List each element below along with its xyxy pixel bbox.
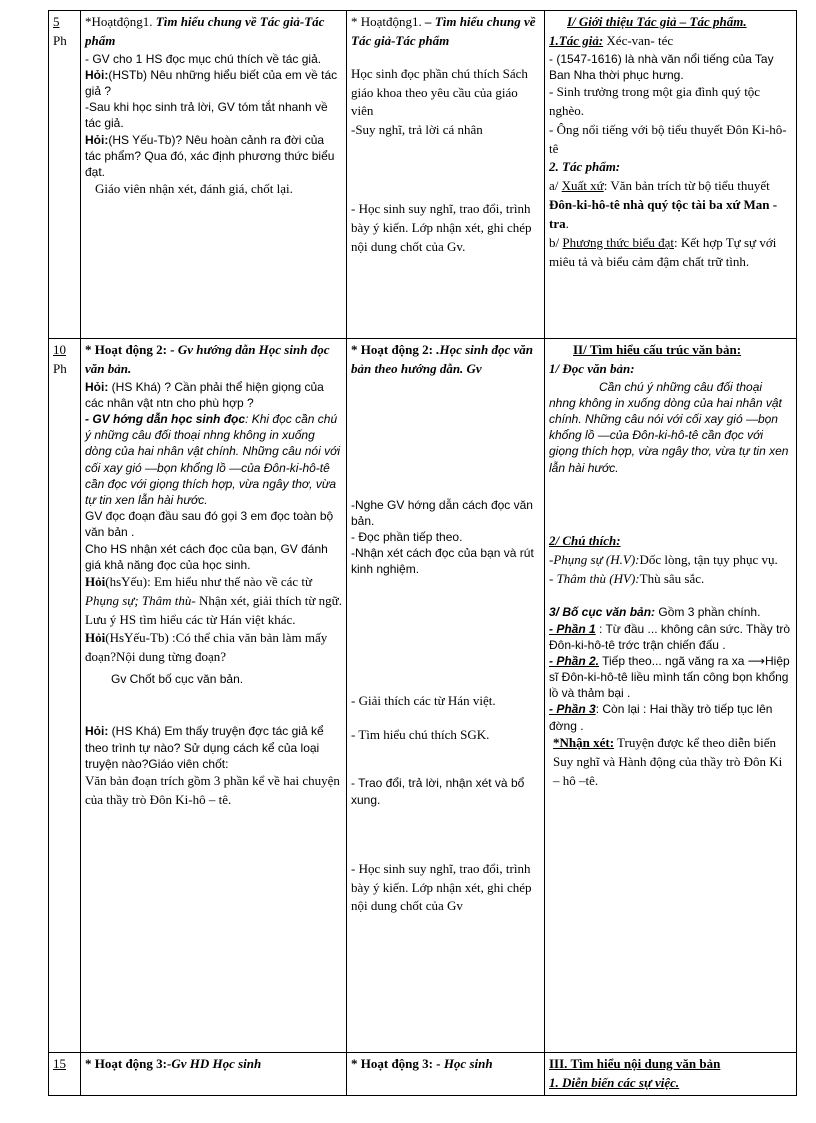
sub-heading: 1/ Đọc văn bản: <box>549 360 635 376</box>
content-cell <box>545 339 797 1053</box>
paragraph: GV đọc đoạn đầu sau đó gọi 3 em đọc toàn bộ văn bản . <box>85 509 334 540</box>
time-cell <box>49 1053 81 1096</box>
section-heading: II/ Tìm hiểu cấu trúc văn bản: <box>573 342 742 357</box>
paragraph: 1.Tác giả: Xéc-van- téc <box>549 32 674 48</box>
question: Hỏi(hsYếu): Em hiểu như thế nào về các từ Phụng sự; Thâm thù- Nhận xét, giải thích từ ngữ. Lưu ý HS tìm hiểu các từ Hán việt khác. <box>85 573 342 627</box>
paragraph: -Phụng sự (H.V):Dốc lòng, tận tụy phục vụ. <box>549 551 778 567</box>
lesson-plan-table <box>48 10 797 1096</box>
paragraph: - Phần 2. Tiếp theo... ngã văng ra xa ⟶Hiệp sĩ Đôn-ki-hô-tê liều mình tấn công bọn khổng lồ và thảm bại . <box>549 653 790 701</box>
paragraph: - Tìm hiểu chú thích SGK. <box>351 727 490 743</box>
paragraph: - Sinh trưởng trong một gia đình quý tộc nghèo. <box>549 84 761 118</box>
teacher-activity-cell <box>81 11 347 339</box>
paragraph: - GV hớng dẫn học sinh đọc: Khi đọc cần chú ý những câu đối thoại nhng không in xuống dòng của hai nhân vật chính. Những câu nói với cối xay gió —bọn khổng lồ —của Đôn-ki-hô-tê cần đọc với giọng thích hợp, vừa ngây thơ, vừa tự tin xen lẫn hài hước. <box>85 412 341 507</box>
activity-heading: * Hoạt động 2: - Gv hướng dẫn Học sinh đọc văn bản. <box>85 342 330 376</box>
paragraph: Giáo viên nhận xét, đánh giá, chốt lại. <box>95 181 293 197</box>
time-unit: Ph <box>53 32 67 48</box>
time-unit: Ph <box>53 360 67 376</box>
paragraph: - Giải thích các từ Hán việt. <box>351 692 496 708</box>
question: Hỏi:(HSTb) Nêu những hiểu biết của em về tác giả ? <box>85 67 338 99</box>
sub-heading: 2/ Chú thích: <box>549 532 621 548</box>
activity-heading: * Hoạt động 2: .Học sinh đọc văn bản theo hướng dẫn. Gv <box>351 342 534 376</box>
section-heading: I/ Giới thiệu Tác giả – Tác phẩm. <box>567 14 747 29</box>
paragraph: - Học sinh suy nghĩ, trao đổi, trình bày ý kiến. Lớp nhận xét, ghi chép nội dung chốt của Gv. <box>351 201 532 254</box>
paragraph: -Sau khi học sinh trả lời, GV tóm tắt nhanh về tác giả. <box>85 100 328 131</box>
paragraph: Học sinh đọc phần chú thích Sách giáo khoa theo yêu cầu của giáo viên <box>351 65 528 119</box>
question: Hỏi: (HS Khá) Em thấy truyện đợc tác giả kể theo trình tự nào? Sử dụng cách kể của loại truyện nào?Giáo viên chốt: <box>85 724 324 771</box>
paragraph: - Ông nổi tiếng với bộ tiểu thuyết Đôn Ki-hô-tê <box>549 121 787 156</box>
paragraph: Văn bản đoạn trích gồm 3 phần kể về hai chuyện của thầy trò Đôn Ki-hô – tê. <box>85 772 340 807</box>
paragraph: *Nhận xét: Truyện được kể theo diễn biến Suy nghĩ và Hành động của thầy trò Đôn Ki – hô –tê. <box>553 734 783 788</box>
student-activity-cell <box>347 11 545 339</box>
paragraph: - Đọc phần tiếp theo. <box>351 530 463 545</box>
paragraph: 3/ Bố cục văn bản: Gồm 3 phần chính. <box>549 605 761 620</box>
paragraph: - Trao đổi, trả lời, nhận xét và bổ xung. <box>351 776 525 807</box>
paragraph: Cần chú ý những câu đối thoại nhng không in xuống dòng của hai nhân vật chính. Những câu nói với cối xay gió —bọn khổng lồ —của Đôn-ki-hô-tê cần đọc với giọng thích hợp, vừa ngây thơ, vừa tự tin xen lẫn hài hước. <box>549 379 789 475</box>
section-heading: III. Tìm hiểu nội dung văn bản <box>549 1056 721 1071</box>
paragraph: -Nghe GV hớng dẫn cách đọc văn bản. <box>351 497 533 528</box>
paragraph: - Thâm thù (HV):Thù sâu sắc. <box>549 570 705 586</box>
question: Hỏi:(HS Yếu-Tb)? Nêu hoàn cảnh ra đời của tác phẩm? Qua đó, xác định phương thức biểu đạt. <box>85 132 335 179</box>
teacher-activity-cell <box>81 1053 347 1096</box>
lesson-plan-page <box>48 10 796 1096</box>
paragraph: -Suy nghĩ, trả lời cá nhân <box>351 122 483 138</box>
table-row <box>49 1053 797 1096</box>
activity-heading: *Hoạtđộng1. Tìm hiểu chung về Tác giả-Tác phẩm <box>85 14 325 48</box>
question: Hỏi: (HS Khá) ? Cần phải thể hiện giọng của các nhân vật ntn cho phù hợp ? <box>85 379 324 410</box>
content-cell <box>545 1053 797 1096</box>
paragraph: Gv Chốt bố cục văn bản. <box>111 672 244 687</box>
paragraph: - Phần 3: Còn lại : Hai thầy trò tiếp tục lên đờng . <box>549 702 773 733</box>
time-cell <box>49 339 81 1053</box>
student-activity-cell <box>347 1053 545 1096</box>
paragraph: -Nhận xét cách đọc của bạn và rút kinh nghiệm. <box>351 546 534 577</box>
activity-heading: * Hoạt động 3:-Gv HD Học sinh <box>85 1056 262 1071</box>
paragraph: - Học sinh suy nghĩ, trao đổi, trình bày ý kiến. Lớp nhận xét, ghi chép nội dung chốt của Gv <box>351 860 532 914</box>
paragraph: a/ Xuất xứ: Văn bản trích từ bộ tiểu thuyết Đôn-ki-hô-tê nhà quý tộc tài ba xứ Man - tra. <box>549 178 778 231</box>
paragraph: b/ Phương thức biểu đạt: Kết hợp Tự sự với miêu tả và biểu cảm đậm chất trữ tình. <box>549 234 777 269</box>
student-activity-cell <box>347 339 545 1053</box>
activity-heading: * Hoạtđộng1. – Tìm hiểu chung về Tác giả-Tác phẩm <box>351 14 536 48</box>
sub-heading: 1. Diễn biến các sự việc. <box>549 1074 680 1090</box>
arrow-right-icon: ⟶ <box>747 653 765 668</box>
sub-heading: 2. Tác phẩm: <box>549 159 621 175</box>
teacher-activity-cell <box>81 339 347 1053</box>
activity-heading: * Hoạt động 3: - Học sinh <box>351 1056 493 1071</box>
paragraph: - (1547-1616) là nhà văn nổi tiếng của Tay Ban Nha thời phục hưng. <box>549 51 774 82</box>
paragraph: - Phần 1 : Từ đầu ... không cân sức. Thầy trò Đôn-ki-hô-tê trớc trận chiến đấu . <box>549 621 791 652</box>
paragraph: Cho HS nhận xét cách đọc của bạn, GV đánh giá khả năng đọc của học sinh. <box>85 541 328 572</box>
content-cell <box>545 11 797 339</box>
time-number: 5 <box>53 14 60 29</box>
table-row <box>49 339 797 1053</box>
time-cell <box>49 11 81 339</box>
paragraph: - GV cho 1 HS đọc mục chú thích về tác giả. <box>85 51 322 66</box>
table-row <box>49 11 797 339</box>
time-number: 15 <box>53 1056 66 1071</box>
question: Hỏi(HsYếu-Tb) :Có thể chia văn bản làm mấy đoạn?Nội dung từng đoạn? <box>85 630 328 665</box>
time-number: 10 <box>53 342 66 357</box>
